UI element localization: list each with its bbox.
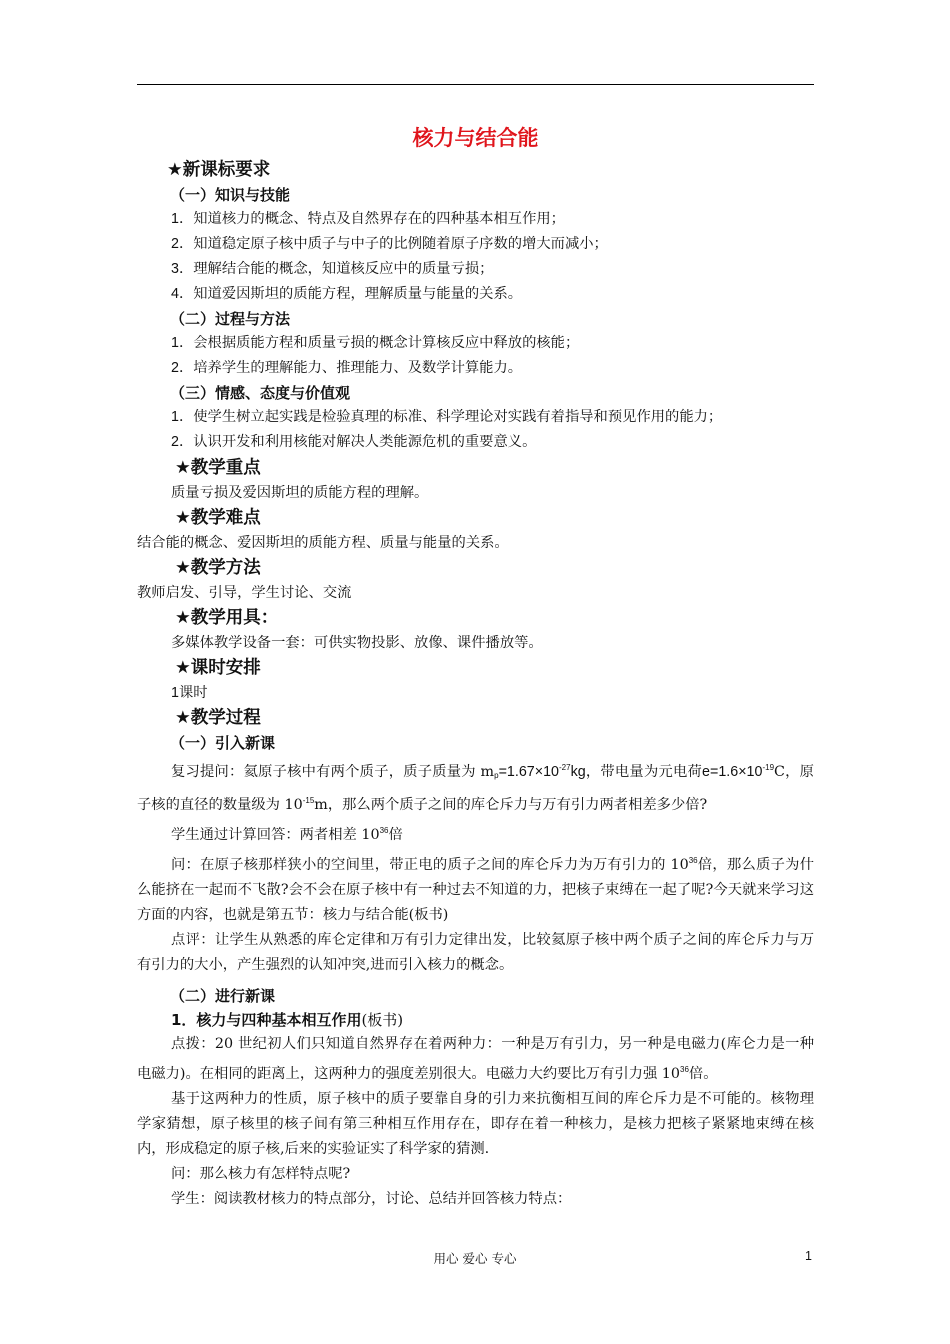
- body-paragraph: 学生：阅读教材核力的特点部分，讨论、总结并回答核力特点：: [171, 1191, 572, 1207]
- section-heading: ★教学重点: [175, 458, 261, 478]
- subsection-heading: （一）知识与技能: [170, 186, 291, 204]
- section-heading: ★课时安排: [175, 658, 261, 678]
- intro-question: 复习提问：氦原子核中有两个质子，质子质量为 $m_p=1.67\times 10^{-27}kg$，带电量为元电荷$e=1.6\times 10^{-19}C$，原子核的直径的数量级为 $10^{-15}m$，那么两个质子之间的库仑斥力与万有引力两者相差多少倍?: [137, 763, 814, 813]
- section-heading: ★教学方法: [175, 558, 261, 578]
- list-item: 2．认识开发和利用核能对解决人类能源危机的重要意义。: [171, 434, 537, 450]
- body-text: 多媒体教学设备一套：可供实物投影、放像、课件播放等。: [171, 635, 543, 651]
- list-item: 2．培养学生的理解能力、推理能力、及数学计算能力。: [171, 360, 523, 376]
- body-paragraph: 基于这两种力的性质，原子核中的质子要靠自身的引力来抗衡相互间的库仑斥力是不可能的。核物理学家猜想，原子核里的核子间有第三种相互作用存在，即存在着一种核力，是核力把核子紧紧地束缚在核内，形成稳定的原子核,后来的实验证实了科学家的猜测.: [137, 1091, 814, 1157]
- comment-paragraph: 点评：让学生从熟悉的库仑定律和万有引力定律出发，比较氦原子核中两个质子之间的库仑斥力与万有引力的大小，产生强烈的认知冲突,进而引入核力的概念。: [137, 932, 814, 973]
- list-item: 2．知道稳定原子核中质子与中子的比例随着原子序数的增大而减小；: [171, 236, 608, 252]
- section-heading: ★新课标要求: [167, 160, 271, 180]
- section-heading: ★教学难点: [175, 508, 261, 528]
- body-paragraph: 点拨：20 世纪初人们只知道自然界存在着两种力：一种是万有引力，另一种是电磁力(库仑力是一种电磁力)。在相同的距离上，这两种力的强度差别很大。电磁力大约要比万有引力强 $10^{36}$倍。: [137, 1036, 814, 1082]
- section-heading: ★教学过程: [175, 708, 261, 728]
- teacher-question: 问：在原子核那样狭小的空间里，带正电的质子之间的库仑斥力为万有引力的 $10^{36}$倍，那么质子为什么能挤在一起而不飞散?会不会在原子核中有一种过去不知道的力，把核子束缚在一起了呢?今天就来学习这方面的内容，也就是第五节：核力与结合能(板书): [137, 856, 815, 923]
- header-rule: [137, 84, 814, 85]
- footer-motto: 用心 爱心 专心: [433, 1251, 517, 1266]
- list-item: 4．知道爱因斯坦的质能方程，理解质量与能量的关系。: [171, 286, 523, 302]
- body-text: 教师启发、引导，学生讨论、交流: [137, 585, 352, 601]
- subsection-heading: （二）进行新课: [170, 987, 276, 1005]
- subsection-heading: （二）过程与方法: [170, 310, 291, 328]
- section-heading: ★教学用具：: [175, 608, 279, 628]
- subsection-heading: （一）引入新课: [170, 734, 276, 752]
- topic-heading: 1．核力与四种基本相互作用(板书): [171, 1011, 404, 1029]
- list-item: 1．会根据质能方程和质量亏损的概念计算核反应中释放的核能；: [171, 335, 580, 351]
- subsection-heading: （三）情感、态度与价值观: [170, 384, 351, 402]
- body-paragraph: 问：那么核力有怎样特点呢?: [171, 1166, 351, 1182]
- page-number: 1: [805, 1249, 812, 1263]
- student-answer: 学生通过计算回答：两者相差 $10^{36}$倍: [171, 826, 403, 843]
- document-body: [137, 120, 814, 1212]
- list-item: 3．理解结合能的概念，知道核反应中的质量亏损；: [171, 261, 494, 277]
- body-text: 结合能的概念、爱因斯坦的质能方程、质量与能量的关系。: [137, 535, 509, 551]
- page-title: 核力与结合能: [412, 126, 539, 150]
- list-item: 1．知道核力的概念、特点及自然界存在的四种基本相互作用；: [171, 211, 565, 227]
- list-item: 1．使学生树立起实践是检验真理的标准、科学理论对实践有着指导和预见作用的能力；: [171, 409, 723, 425]
- body-text: 质量亏损及爱因斯坦的质能方程的理解。: [171, 485, 429, 501]
- body-text: 1课时: [171, 685, 208, 701]
